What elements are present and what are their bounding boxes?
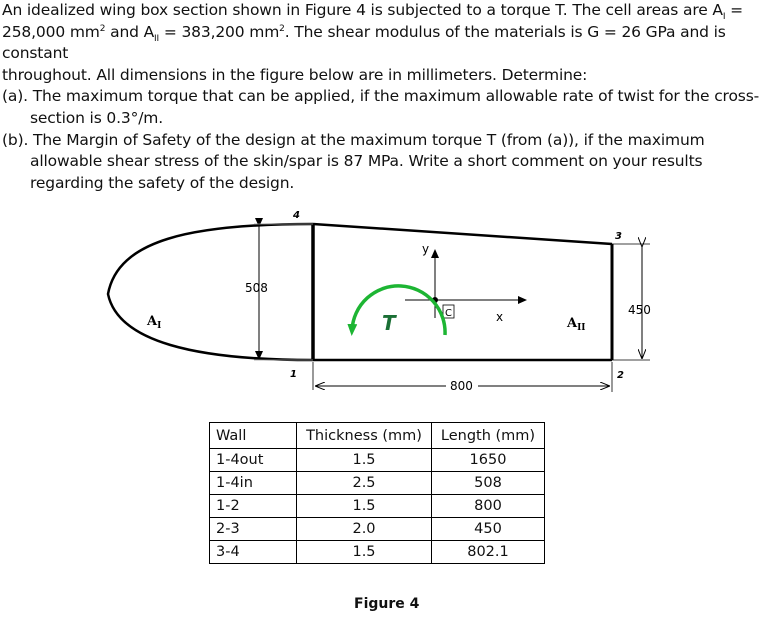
header-wall: Wall [210,423,297,449]
problem-line-3: throughout. All dimensions in the figure below are in millimeters. Determine: [2,65,588,84]
part-a: (a). The maximum torque that can be applied, if the maximum allowable rate of twist for the cross- section is 0.3°/m. [2,87,760,127]
leading-edge-skin [108,224,313,360]
problem-line-2: 258,000 $mm^2$ and $A_{II} = 383,200$ $mm^2$. The shear modulus of the materials is G = 26 GPa and is constant [2,22,726,63]
centroid-label: C [445,308,452,319]
node-1-label: 1 [290,369,297,380]
cell-2-label: $A_{II}$ [567,316,586,333]
header-length: Length (mm) [432,423,545,449]
torque-arrow-icon [352,286,445,335]
table-row: 1-4out 1.5 1650 [210,449,545,472]
figure-caption: Figure 4 [354,596,420,612]
y-axis-label: y [422,242,430,256]
table-row: 1-4in 2.5 508 [210,472,545,495]
node-4-label: 4 [293,210,300,221]
dim-800-label: 800 [450,379,473,393]
node-2-label: 2 [617,370,624,381]
table-row: 1-2 1.5 800 [210,495,545,518]
table-row: 3-4 1.5 802.1 [210,541,545,564]
table-row: 2-3 2.0 450 [210,518,545,541]
wall-properties-table [209,422,545,564]
x-axis-label: x [496,310,504,324]
part-b: (b). The Margin of Safety of the design at the maximum torque T (from (a)), if the maximum allowable shear stress of the skin/spar is 87 MPa. Write a short comment on your results regarding the safety of the design. [2,130,705,192]
node-3-label: 3 [615,231,622,242]
dim-450-label: 450 [628,303,651,317]
top-skin [313,224,612,244]
table-header-row [210,423,545,449]
torque-label: T [382,311,396,335]
cell-1-label: $A_I$ [147,314,162,331]
dim-508-label: 508 [245,281,268,295]
header-thickness: Thickness (mm) [297,423,432,449]
problem-line-1: An idealized wing box section shown in Figure 4 is subjected to a torque T. The cell areas are $A_I$ = [2,1,743,23]
